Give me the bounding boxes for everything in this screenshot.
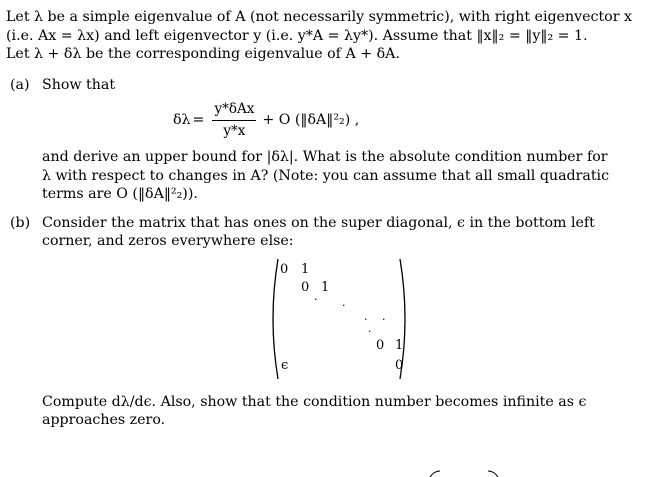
perturbation-equation [173,97,646,143]
matrix-entry-rn1c1: 0 [376,337,385,353]
fraction-numerator: y*δAx [214,101,255,117]
intro-line-3: Let λ + δλ be the corresponding eigenvalue of A + δA. [6,46,400,62]
intro-line-1: Let λ be a simple eigenvalue of A (not necessarily symmetric), with right eigenvector x [6,9,632,25]
part-b-line-2: corner, and zeros everywhere else: [42,233,294,249]
matrix-right-paren [394,257,414,381]
matrix-diagonal-dots-5: · [368,324,372,338]
matrix-diagonal-dots-2: · [342,298,346,312]
cutoff-paren-left-fragment [428,470,442,477]
problem-page [6,8,646,430]
epsilon-matrix [264,257,414,385]
cutoff-paren-right-fragment [486,470,500,477]
problem-intro [6,8,646,64]
part-b-tail-1: Compute dλ/dϵ. Also, show that the condition number becomes infinite as ϵ [42,393,587,410]
part-b-tail-2: approaches zero. [42,412,166,428]
intro-line-2: (i.e. Ax = λx) and left eigenvector y (i.e. y*A = λy*). Assume that ‖x‖₂ = ‖y‖₂ = 1. [6,27,588,44]
equation-equals: = [192,111,205,128]
part-a-line-1: and derive an upper bound for |δλ|. What is the absolute condition number for [42,149,608,165]
matrix-entry-epsilon: ϵ [281,357,289,373]
part-a [6,76,646,204]
matrix-entry-rn1c2: 1 [395,337,404,353]
equation-fraction [212,100,256,140]
equation-lhs: δλ [173,111,191,128]
matrix-diagonal-dots-3: · [364,312,368,326]
matrix-diagonal-dots-1: · [314,292,318,306]
fraction-denominator: y*x [223,122,246,139]
matrix-entry-r2c3: 1 [321,279,330,295]
part-b-label: (b) [10,214,31,231]
part-a-lead: Show that [42,76,116,93]
matrix-diagonal-dots-4: · [382,312,386,326]
part-b [6,214,646,430]
matrix-entry-r1c1: 0 [280,261,289,277]
equation-remainder: + O (‖δA‖²₂) , [262,111,360,128]
matrix-entry-r1c2: 1 [301,261,310,277]
part-b-line-1: Consider the matrix that has ones on the super diagonal, ϵ in the bottom left [42,214,595,231]
part-a-line-3: terms are O (‖δA‖²₂)). [42,186,198,202]
part-a-line-2: λ with respect to changes in A? (Note: you can assume that all small quadratic [42,167,610,184]
part-a-label: (a) [10,76,30,93]
matrix-entry-r2c2: 0 [301,279,310,295]
matrix-entry-rnc-last: 0 [395,357,404,373]
